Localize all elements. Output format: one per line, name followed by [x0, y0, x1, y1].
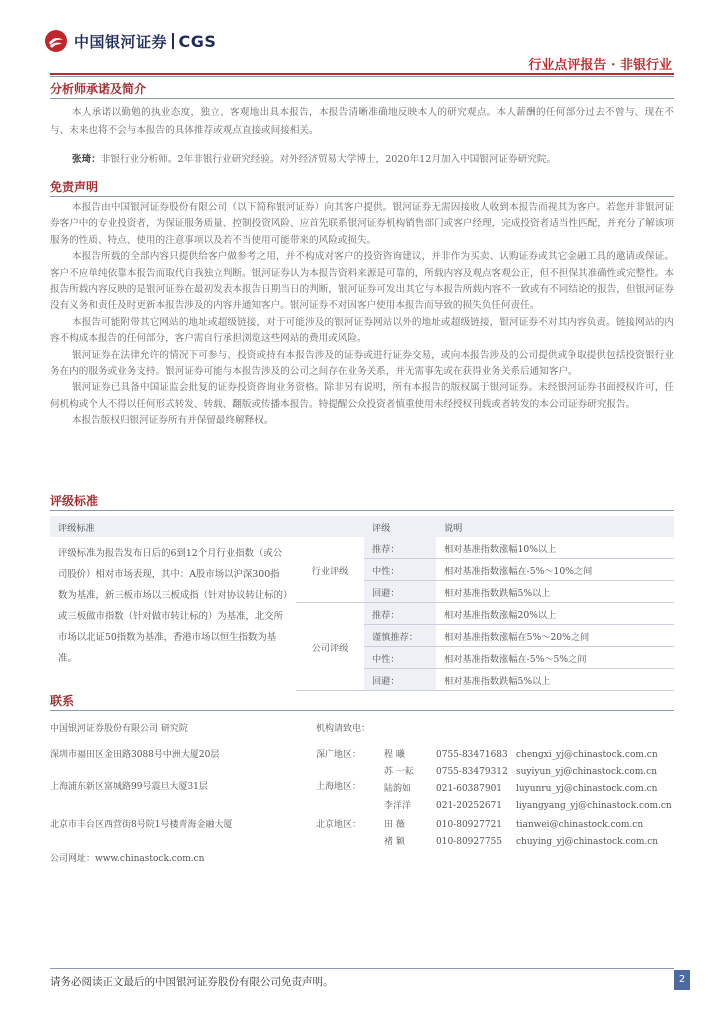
contact-email[interactable]: suyiyun_yj@chinastock.com.cn — [516, 767, 658, 777]
sales-label: 机构请致电： — [316, 724, 371, 734]
page-number: 2 — [674, 970, 690, 990]
section-divider — [50, 98, 674, 99]
disclaimer-section-title: 免责声明 — [50, 180, 99, 194]
footer-divider — [50, 968, 674, 969]
header-divider — [50, 73, 674, 75]
logo-english-name: CGS — [178, 31, 217, 51]
header-description: 说明 — [436, 516, 674, 537]
rating-desc: 相对基准指数跌幅5%以上 — [436, 669, 674, 691]
contact-phone: 010-80927755 — [436, 837, 503, 847]
header-rating: 评级 — [364, 516, 436, 537]
contact-email[interactable]: liyangyang_yj@chinastock.com.cn — [516, 801, 672, 811]
contact-name: 褚 颖 — [384, 837, 405, 847]
footer-disclaimer-note: 请务必阅读正文最后的中国银河证券股份有限公司免责声明。 — [50, 976, 334, 988]
region-label: 北京地区： — [316, 820, 362, 830]
rating-level: 中性： — [364, 559, 436, 581]
disclaimer-paragraph: 本报告由中国银河证券股份有限公司（以下简称银河证券）向其客户提供。银河证券无需因接收人收到本报告而视其为客户。若您并非银河证券客户中的专业投资者，为保证服务质量、控制投资风险、应首先联系银河证券机构销售部门或客户经理，完成投资者适当性匹配，并充分了解该项服务的性质、特点、使用的注意事项以及若不当使用可能带来的风险或损失。 — [50, 202, 674, 246]
contact-name: 陆韵如 — [384, 784, 412, 794]
contact-phone: 0755-83479312 — [436, 767, 508, 777]
header-rating-standard: 评级标准 — [50, 516, 296, 537]
disclaimer-body — [50, 200, 674, 430]
company-website[interactable]: 公司网址：www.chinastock.com.cn — [50, 854, 205, 864]
contact-email[interactable]: chengxi_yj@chinastock.com.cn — [516, 750, 658, 760]
rating-standard-description: 评级标准为报告发布日后的6到12个月行业指数（或公司股价）相对市场表现，其中：A股市场以沪深300指数为基准，新三板市场以三板成指（针对协议转让标的）或三板做市指数（针对做市转让标的）为基准，北交所市场以北证50指数为基准，香港市场以恒生指数为基准。 — [58, 548, 288, 664]
disclaimer-paragraph: 银河证券在法律允许的情况下可参与、投资或持有本报告涉及的证券或进行证券交易，或向本报告涉及的公司提供或争取提供包括投资银行业务在内的服务或业务支持。银河证券可能与本报告涉及的公司之间存在业务关系，并无需事先或在获得业务关系后通知客户。 — [50, 349, 674, 378]
rating-level: 推荐： — [364, 603, 436, 625]
analyst-name: 张琦： — [72, 154, 101, 165]
rating-desc: 相对基准指数涨幅在5%～20%之间 — [436, 625, 674, 647]
table-row — [50, 537, 674, 559]
contact-name: 田 薇 — [384, 820, 405, 830]
rating-desc: 相对基准指数涨幅在-5%～5%之间 — [436, 647, 674, 669]
report-type: 行业点评报告 · 非银行业 — [528, 58, 672, 73]
contact-section-title: 联系 — [50, 694, 75, 708]
contact-name: 程 曦 — [384, 750, 405, 760]
rating-level: 推荐： — [364, 537, 436, 559]
analyst-bio-text: 非银行业分析师。2年非银行业研究经验。对外经济贸易大学博士，2020年12月加入中国银河证券研究院。 — [100, 154, 557, 165]
section-divider — [50, 510, 674, 511]
address-shanghai: 上海浦东新区富城路99号震旦大厦31层 — [50, 782, 208, 792]
disclaimer-paragraph: 本报告所载的全部内容只提供给客户做参考之用，并不构成对客户的投资咨询建议，并非作为买卖、认购证券或其它金融工具的邀请或保证。客户不应单纯依靠本报告而取代自我独立判断。银河证券认为本报告资料来源是可靠的，所载内容及观点客观公正，但不担保其准确性或完整性。本报告所载内容反映的是银河证券在最初发表本报告日期当日的判断，银河证券可发出其它与本报告所载内容不一致或有不同结论的报告，但银河证券没有义务和责任及时更新本报告涉及的内容并通知客户。银河证券不对因客户使用本报告而导致的损失负任何责任。 — [50, 251, 674, 312]
rating-level: 中性： — [364, 647, 436, 669]
contact-phone: 021-20252671 — [436, 801, 503, 811]
analyst-statement — [50, 104, 674, 139]
section-divider — [50, 710, 674, 711]
logo-icon — [44, 29, 68, 53]
section-divider — [50, 196, 674, 197]
contact-email[interactable]: chuying_yj@chinastock.com.cn — [516, 837, 659, 847]
contact-email[interactable]: luyunru_yj@chinastock.com.cn — [516, 784, 658, 794]
contact-phone: 021-60387901 — [436, 784, 503, 794]
header-divider-thin — [50, 76, 674, 77]
disclaimer-paragraph: 本报告版权归银河证券所有并保留最终解释权。 — [72, 415, 274, 427]
contact-phone: 0755-83471683 — [436, 750, 508, 760]
contact-block — [50, 721, 674, 871]
company-rating-label: 公司评级 — [296, 603, 364, 691]
rating-desc: 相对基准指数跌幅5%以上 — [436, 581, 674, 603]
contact-email[interactable]: tianwei@chinastock.com.cn — [516, 820, 644, 830]
rating-desc: 相对基准指数涨幅20%以上 — [436, 603, 674, 625]
region-label: 深广地区： — [316, 750, 362, 760]
industry-rating-label: 行业评级 — [296, 537, 364, 603]
contact-phone: 010-80927721 — [436, 820, 503, 830]
rating-level: 回避： — [364, 669, 436, 691]
rating-desc: 相对基准指数涨幅在-5%～10%之间 — [436, 559, 674, 581]
rating-desc: 相对基准指数涨幅10%以上 — [436, 537, 674, 559]
region-label: 上海地区： — [316, 782, 362, 792]
disclaimer-paragraph: 本报告可能附带其它网站的地址或超级链接，对于可能涉及的银河证券网站以外的地址或超级链接，银河证券不对其内容负责。链接网站的内容不构成本报告的任何部分，客户需自行承担浏览这些网站的费用或风险。 — [50, 316, 674, 345]
rating-level: 回避： — [364, 581, 436, 603]
rating-level: 谨慎推荐： — [364, 625, 436, 647]
contact-name: 李洋洋 — [384, 801, 412, 811]
address-beijing: 北京市丰台区西营街8号院1号楼青海金融大厦 — [50, 820, 233, 830]
logo-separator — [172, 33, 174, 49]
rating-table-header — [50, 516, 674, 537]
logo-chinese-name: 中国银河证券 — [74, 32, 168, 51]
analyst-section-title: 分析师承诺及简介 — [50, 82, 147, 96]
rating-table — [50, 516, 674, 691]
company-name: 中国银河证券股份有限公司 研究院 — [50, 724, 188, 734]
disclaimer-paragraph: 银河证券已具备中国证监会批复的证券投资咨询业务资格。除非另有说明，所有本报告的版权属于银河证券。未经银河证券书面授权许可，任何机构或个人不得以任何形式转发、转载、翻版或传播本报告。特提醒公众投资者慎重使用未经授权刊载或者转发的本公司证券研究报告。 — [50, 382, 674, 410]
rating-section-title: 评级标准 — [50, 494, 99, 508]
contact-name: 苏 一耘 — [384, 767, 414, 777]
analyst-bio — [50, 151, 674, 169]
analyst-statement-text: 本人承诺以勤勉的执业态度，独立、客观地出具本报告，本报告清晰准确地反映本人的研究观点。本人薪酬的任何部分过去不曾与、现在不与、未来也将不会与本报告的具体推荐或观点直接或间接相关。 — [50, 107, 674, 136]
company-logo — [44, 26, 216, 56]
address-shenzhen: 深圳市福田区金田路3088号中洲大厦20层 — [50, 750, 220, 760]
